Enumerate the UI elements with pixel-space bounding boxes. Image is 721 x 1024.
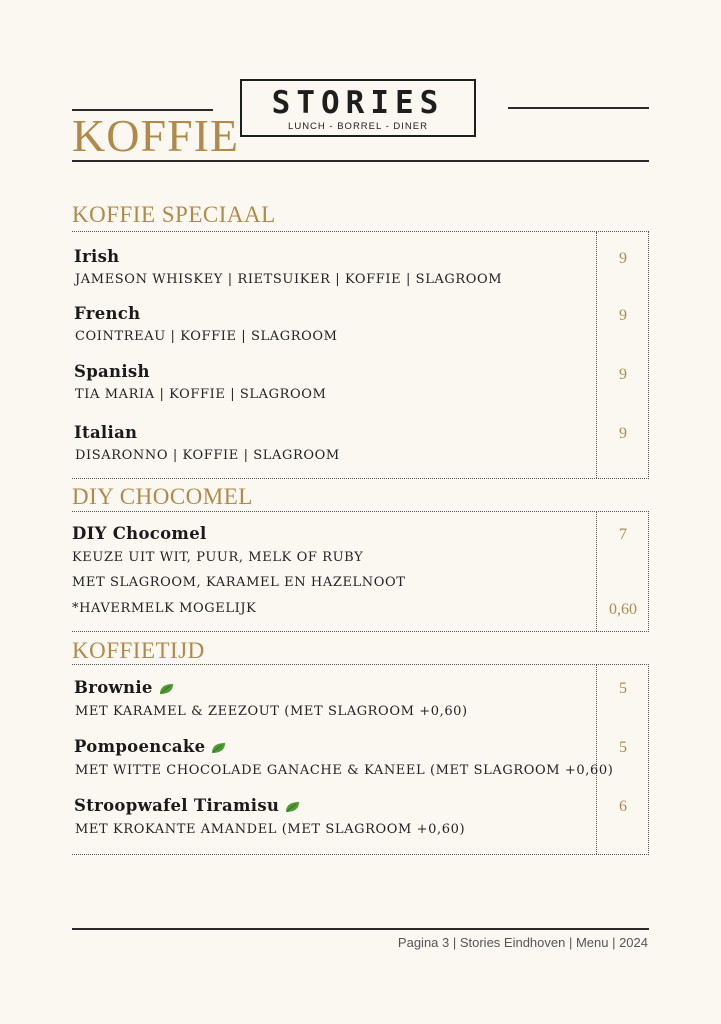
item-price-brownie: 5	[619, 680, 627, 697]
logo-tagline: LUNCH - BORREL - DINER	[288, 121, 428, 132]
item-description-irish: JAMESON WHISKEY | RIETSUIKER | KOFFIE | SLAGROOM	[75, 272, 503, 287]
page-title: KOFFIE	[72, 110, 240, 161]
item-price-stroopwafel-tiramisu: 6	[619, 798, 627, 815]
section-title-koffietijd: KOFFIETIJD	[72, 638, 205, 663]
item-description-french: COINTREAU | KOFFIE | SLAGROOM	[75, 329, 338, 344]
item-name-irish: Irish	[74, 247, 120, 266]
leaf-icon	[285, 801, 300, 813]
item-name-french: French	[74, 304, 141, 323]
item-price-french: 9	[619, 307, 627, 324]
section-title-koffie-speciaal: KOFFIE SPECIAAL	[72, 202, 276, 227]
logo-name: STORIES	[271, 85, 445, 121]
logo	[240, 79, 476, 137]
item-name-brownie: Brownie	[74, 678, 153, 697]
item-line-diy-chocomel-1: KEUZE UIT WIT, PUUR, MELK OF RUBY	[72, 550, 364, 565]
item-price-spanish: 9	[619, 366, 627, 383]
section-box-koffie-speciaal	[72, 231, 649, 479]
item-description-italian: DISARONNO | KOFFIE | SLAGROOM	[75, 448, 340, 463]
item-price-pompoencake: 5	[619, 739, 627, 756]
item-row-pompoencake	[74, 737, 226, 757]
item-name-spanish: Spanish	[74, 362, 150, 381]
item-line-diy-chocomel-3: *HAVERMELK MOGELIJK	[72, 601, 257, 616]
item-extra-price-havermelk: 0,60	[609, 601, 637, 618]
item-row-brownie	[74, 678, 174, 698]
item-price-irish: 9	[619, 250, 627, 267]
item-name-pompoencake: Pompoencake	[74, 737, 206, 756]
header-rule-right	[508, 107, 649, 109]
section-title-diy-chocomel: DIY CHOCOMEL	[72, 484, 253, 509]
leaf-icon	[159, 683, 174, 695]
item-price-italian: 9	[619, 425, 627, 442]
item-description-stroopwafel-tiramisu: MET KROKANTE AMANDEL (MET SLAGROOM +0,60)	[75, 822, 466, 837]
footer-rule	[72, 928, 649, 930]
item-name-stroopwafel-tiramisu: Stroopwafel Tiramisu	[74, 796, 280, 815]
item-row-stroopwafel-tiramisu	[74, 796, 300, 816]
item-description-pompoencake: MET WITTE CHOCOLADE GANACHE & KANEEL (MET SLAGROOM +0,60)	[75, 763, 614, 778]
item-line-diy-chocomel-2: MET SLAGROOM, KARAMEL EN HAZELNOOT	[72, 575, 406, 590]
item-name-diy-chocomel: DIY Chocomel	[72, 524, 207, 543]
item-description-spanish: TIA MARIA | KOFFIE | SLAGROOM	[75, 387, 327, 402]
leaf-icon	[211, 742, 226, 754]
item-description-brownie: MET KARAMEL & ZEEZOUT (MET SLAGROOM +0,60)	[75, 704, 468, 719]
footer-text: Pagina 3 | Stories Eindhoven | Menu | 2024	[397, 935, 648, 950]
item-name-italian: Italian	[74, 423, 138, 442]
item-price-diy-chocomel: 7	[619, 526, 627, 543]
